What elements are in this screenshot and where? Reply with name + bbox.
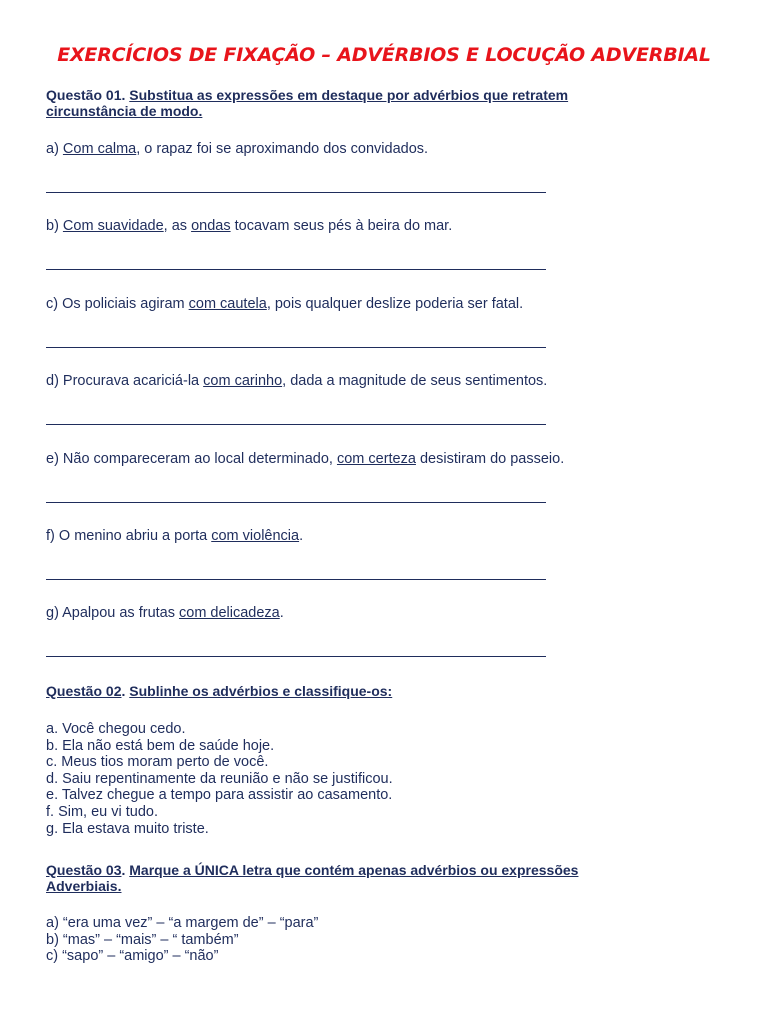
- answer-line[interactable]: [46, 579, 546, 580]
- item-text: , as: [163, 218, 192, 234]
- answer-line[interactable]: [46, 269, 546, 270]
- item-text: .: [299, 528, 304, 544]
- question-01-item: [46, 528, 303, 545]
- question-02-separator: .: [121, 683, 130, 699]
- question-01-item: [46, 141, 428, 158]
- question-01-item: [46, 605, 284, 622]
- page-title: EXERCÍCIOS DE FIXAÇÃO – ADVÉRBIOS E LOCUÇÃO ADVERBIAL: [57, 44, 711, 66]
- highlighted-expression: com carinho: [203, 373, 283, 389]
- answer-line[interactable]: [46, 347, 546, 348]
- question-02-item: b. Ela não está bem de saúde hoje.: [46, 737, 275, 754]
- item-text: b): [46, 218, 63, 234]
- item-text: , pois qualquer deslize poderia ser fatal.: [266, 296, 524, 312]
- item-text: , dada a magnitude de seus sentimentos.: [282, 373, 548, 389]
- item-text: e) Não compareceram ao local determinado,: [46, 451, 337, 467]
- highlighted-expression: Com suavidade: [62, 218, 164, 234]
- question-02-item: a. Você chegou cedo.: [46, 721, 186, 737]
- highlighted-expression: com violência: [211, 528, 300, 544]
- highlighted-expression: com cautela: [188, 296, 267, 312]
- item-text: , o rapaz foi se aproximando dos convidados.: [136, 141, 429, 157]
- question-03-separator: .: [121, 862, 130, 878]
- question-03-header: [46, 862, 578, 878]
- question-01-item: [46, 218, 452, 235]
- highlighted-expression: com certeza: [336, 451, 416, 467]
- answer-line[interactable]: [46, 502, 546, 503]
- answer-line[interactable]: [46, 424, 546, 425]
- item-text: a): [46, 141, 63, 157]
- highlighted-expression: com delicadeza: [179, 605, 280, 621]
- highlighted-expression: ondas: [191, 218, 231, 234]
- question-01-prompt-line1: Substitua as expressões em destaque por advérbios que retratem: [129, 87, 569, 103]
- question-02-item: d. Saiu repentinamente da reunião e não se justificou.: [46, 770, 393, 787]
- question-01-item: [46, 373, 547, 390]
- answer-line[interactable]: [46, 192, 546, 193]
- question-01-item: [46, 451, 564, 468]
- question-03-option[interactable]: a) “era uma vez” – “a margem de” – “para”: [46, 915, 319, 931]
- item-text: .: [279, 605, 284, 621]
- question-01-prompt-line2: circunstância de modo.: [46, 103, 203, 119]
- question-03-prompt-line1: Marque a ÚNICA letra que contém apenas advérbios ou expressões: [129, 862, 579, 878]
- item-text: f) O menino abriu a porta: [46, 528, 212, 544]
- question-03-label: Questão 03: [46, 862, 122, 878]
- question-02-prompt: Sublinhe os advérbios e classifique-os:: [129, 683, 393, 699]
- highlighted-expression: Com calma: [62, 141, 137, 157]
- question-01-header: [46, 87, 568, 103]
- question-03-option[interactable]: b) “mas” – “mais” – “ também”: [46, 931, 239, 948]
- question-02-item: g. Ela estava muito triste.: [46, 820, 209, 837]
- question-02-item: c. Meus tios moram perto de você.: [46, 754, 269, 771]
- question-02-label: Questão 02: [46, 683, 122, 699]
- item-text: d) Procurava acariciá-la: [46, 373, 204, 389]
- question-01-label: Questão 01.: [46, 87, 126, 103]
- item-text: desistiram do passeio.: [415, 451, 565, 467]
- answer-line[interactable]: [46, 656, 546, 657]
- question-03-prompt-line2: Adverbiais.: [46, 878, 122, 894]
- item-text: g) Apalpou as frutas: [46, 605, 179, 621]
- question-03-option[interactable]: c) “sapo” – “amigo” – “não”: [46, 948, 219, 965]
- question-01-item: [46, 296, 523, 313]
- item-text: tocavam seus pés à beira do mar.: [230, 218, 453, 234]
- question-02-item: f. Sim, eu vi tudo.: [46, 804, 159, 820]
- question-02-item: e. Talvez chegue a tempo para assistir ao casamento.: [46, 787, 393, 804]
- item-text: c) Os policiais agiram: [46, 296, 189, 312]
- question-02-header: [46, 683, 392, 699]
